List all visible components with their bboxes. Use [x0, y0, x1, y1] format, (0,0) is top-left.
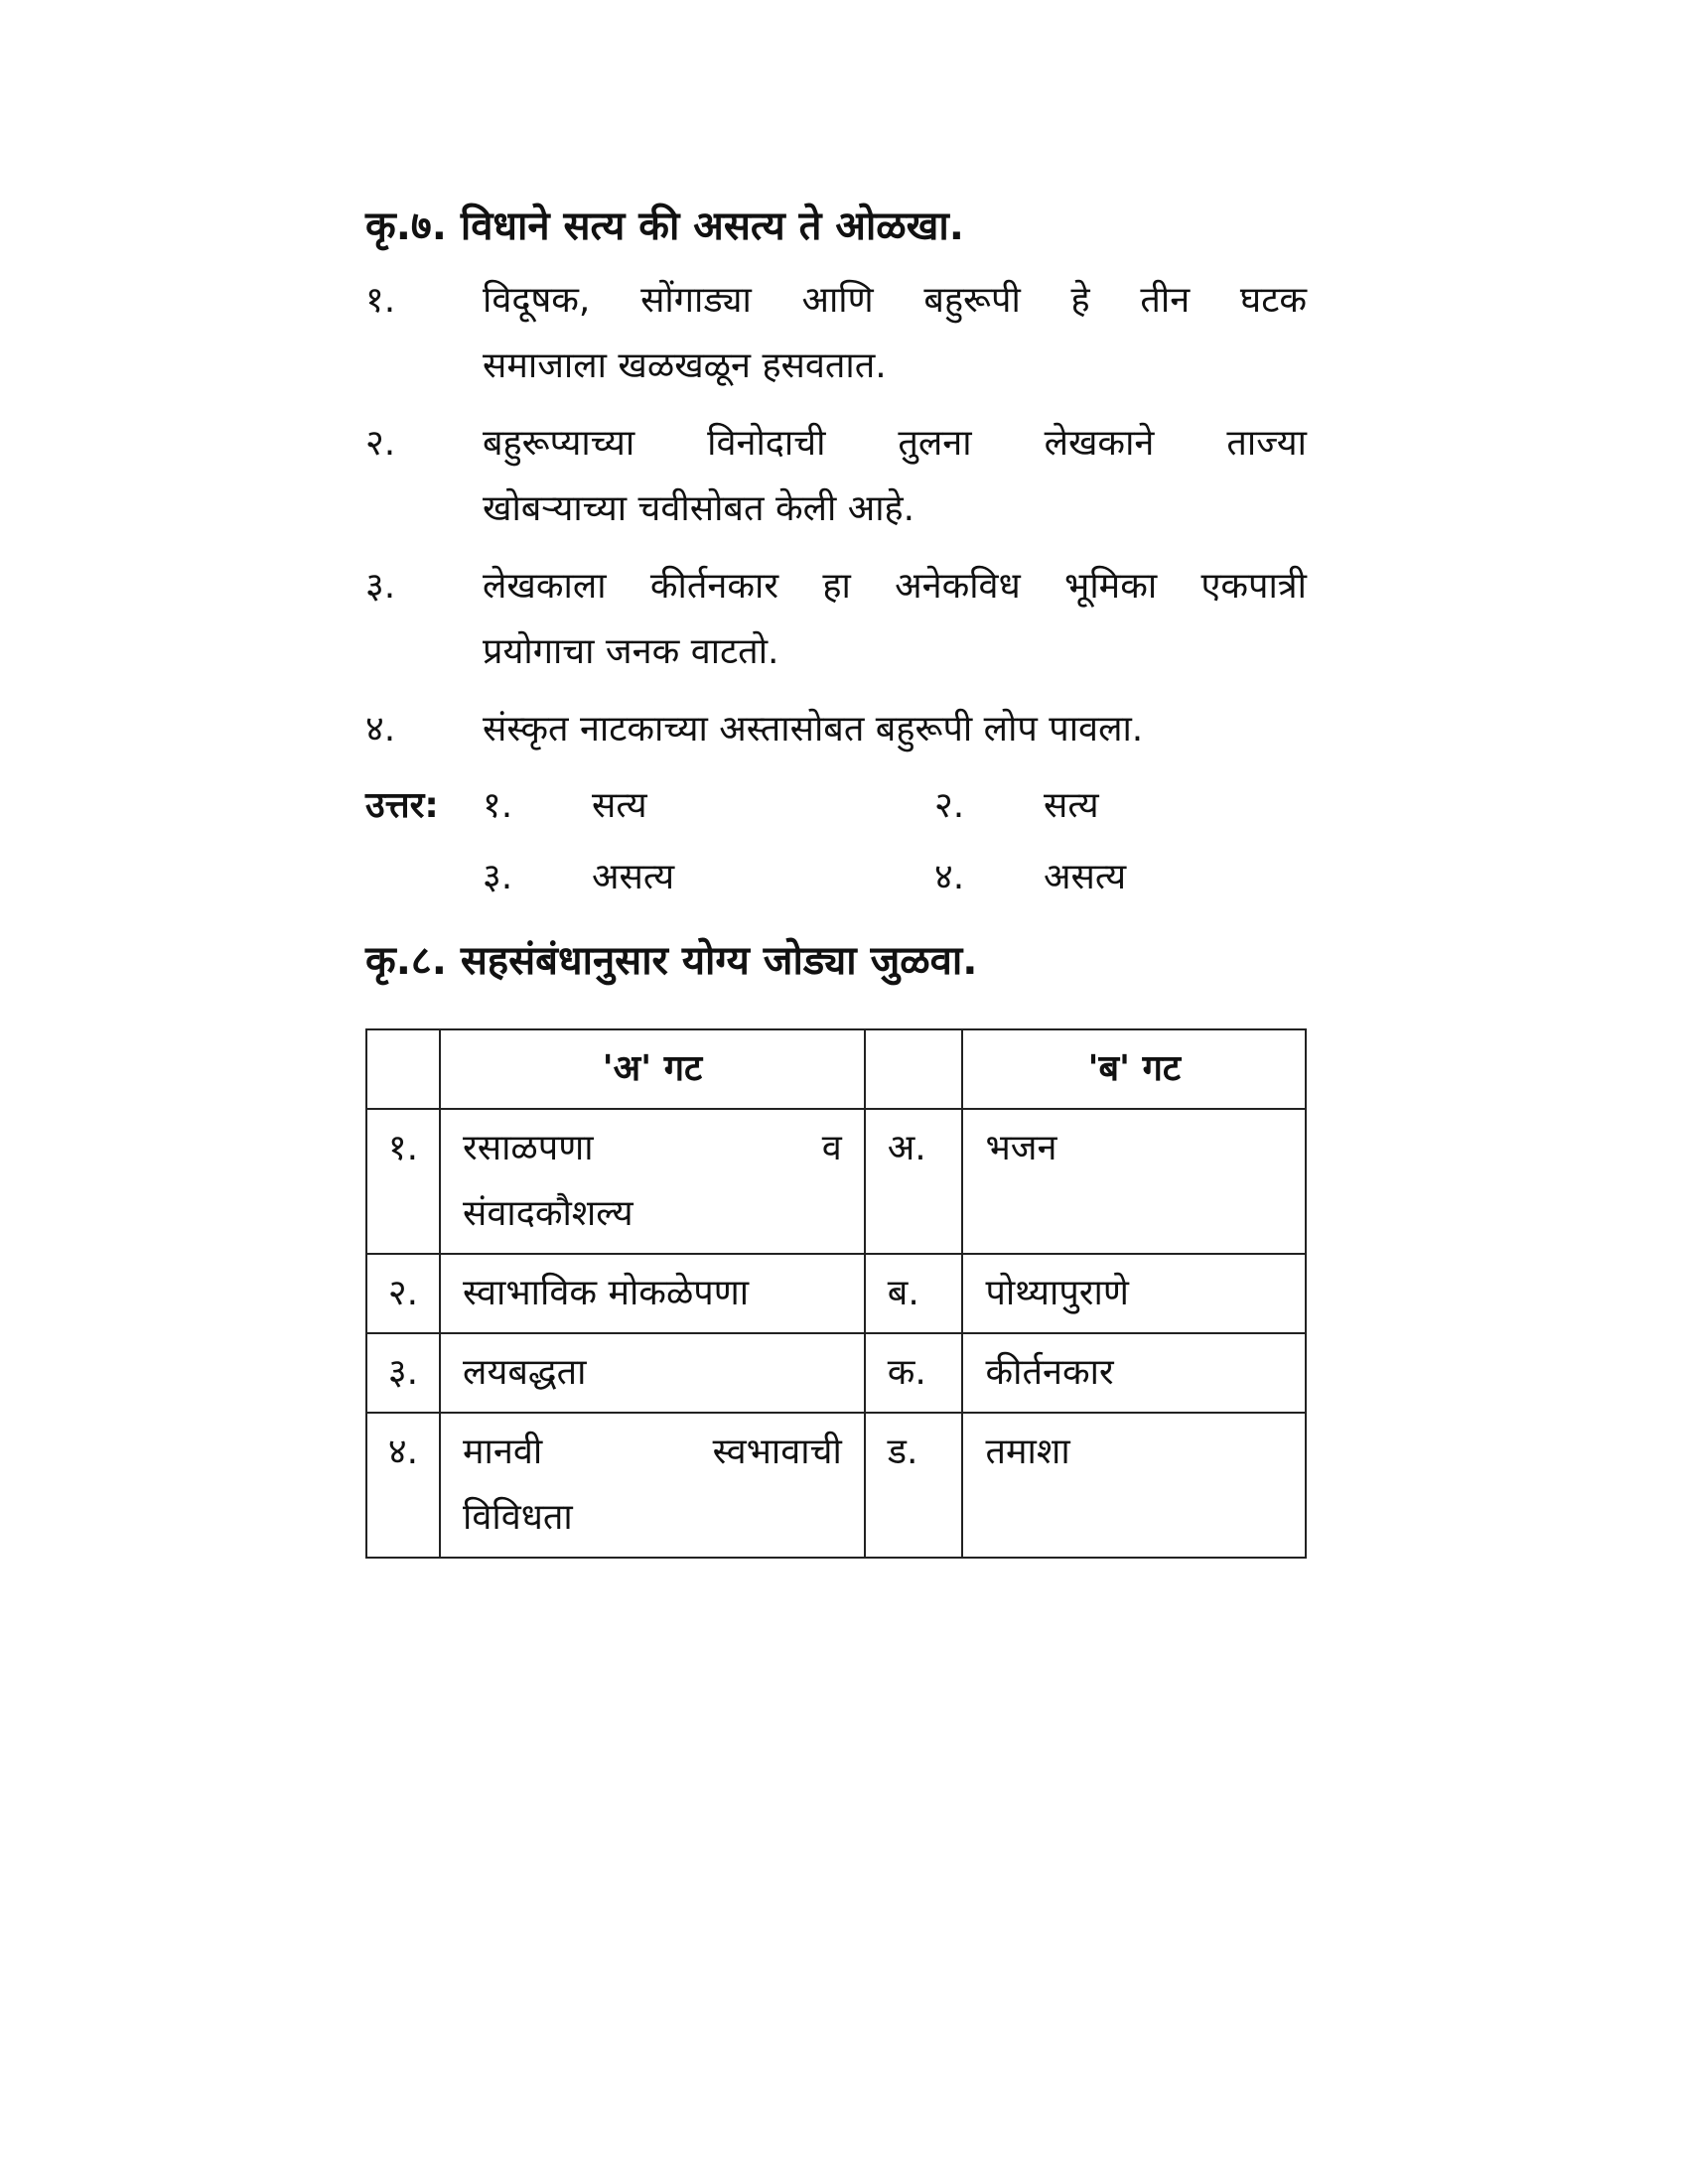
- answer-value: असत्य: [1044, 857, 1127, 897]
- group-b-cell: कीर्तनकार: [962, 1333, 1306, 1413]
- answer-value: असत्य: [592, 857, 675, 897]
- statement-line: विदूषक, सोंगाड्या आणि बहुरूपी हे तीन घटक: [483, 280, 1307, 321]
- table-row: [366, 1413, 1306, 1558]
- match-table: [365, 1028, 1307, 1559]
- header-group-b: 'ब' गट: [962, 1029, 1306, 1109]
- statement-text: [483, 268, 1307, 399]
- q7-statement-3: [365, 554, 1307, 685]
- statement-number: ४.: [365, 709, 396, 750]
- header-group-a: 'अ' गट: [440, 1029, 865, 1109]
- table-row: [366, 1254, 1306, 1333]
- q7-heading: कृ.७. विधाने सत्य की असत्य ते ओळखा.: [365, 204, 964, 249]
- statement-text: [483, 411, 1307, 542]
- group-a-line: मानवी स्वभावाची: [463, 1432, 842, 1472]
- group-b-cell: भजन: [962, 1109, 1306, 1254]
- group-b-label: क.: [865, 1333, 963, 1413]
- statement-text: [483, 554, 1307, 685]
- answer-number: ४.: [934, 857, 965, 897]
- answer-number: ३.: [483, 857, 513, 897]
- answer-value: सत्य: [1044, 785, 1099, 826]
- answer-number: १.: [483, 785, 513, 826]
- q8-heading: कृ.८. सहसंबंधानुसार योग्य जोड्या जुळवा.: [365, 938, 978, 984]
- row-number: २.: [366, 1254, 440, 1333]
- group-a-cell: [440, 1413, 865, 1558]
- q7-statement-list: [365, 268, 1307, 762]
- row-number: ४.: [366, 1413, 440, 1558]
- statement-line: संस्कृत नाटकाच्या अस्तासोबत बहुरूपी लोप पावला.: [483, 709, 1144, 750]
- group-a-line: संवादकौशल्य: [463, 1193, 633, 1234]
- row-number: १.: [366, 1109, 440, 1254]
- group-a-line: विविधता: [463, 1497, 573, 1538]
- table-row: [366, 1109, 1306, 1254]
- statement-number: ३.: [365, 566, 396, 607]
- answer-number: २.: [934, 785, 965, 826]
- statement-line: लेखकाला कीर्तनकार हा अनेकविध भूमिका एकपात्री: [483, 566, 1307, 607]
- statement-text: [483, 697, 1307, 762]
- group-a-cell: [440, 1109, 865, 1254]
- group-a-line: रसाळपणा व: [463, 1128, 842, 1168]
- group-b-label: अ.: [865, 1109, 963, 1254]
- statement-line: बहुरूप्याच्या विनोदाची तुलना लेखकाने ताज्या: [483, 423, 1307, 464]
- statement-line: खोबऱ्याच्या चवीसोबत केली आहे.: [483, 488, 915, 529]
- group-b-label: ब.: [865, 1254, 963, 1333]
- statement-number: २.: [365, 423, 396, 464]
- answer-label: उत्तर:: [365, 785, 439, 826]
- statement-line: प्रयोगाचा जनक वाटतो.: [483, 631, 779, 672]
- group-b-cell: पोथ्यापुराणे: [962, 1254, 1306, 1333]
- group-a-cell: स्वाभाविक मोकळेपणा: [440, 1254, 865, 1333]
- q7-statement-4: [365, 697, 1307, 762]
- table-header-row: [366, 1029, 1306, 1109]
- group-b-cell: तमाशा: [962, 1413, 1306, 1558]
- row-number: ३.: [366, 1333, 440, 1413]
- answer-spacer: [365, 842, 483, 913]
- q7-statement-1: [365, 268, 1307, 399]
- statement-line: समाजाला खळखळून हसवतात.: [483, 345, 887, 386]
- q7-statement-2: [365, 411, 1307, 542]
- group-a-cell: लयबद्धता: [440, 1333, 865, 1413]
- document-page: [365, 199, 1307, 1559]
- group-b-label: ड.: [865, 1413, 963, 1558]
- statement-number: १.: [365, 280, 396, 321]
- answer-value: सत्य: [592, 785, 647, 826]
- table-row: [366, 1333, 1306, 1413]
- header-empty: [366, 1029, 440, 1109]
- header-empty: [865, 1029, 963, 1109]
- q7-answer: [365, 770, 1307, 913]
